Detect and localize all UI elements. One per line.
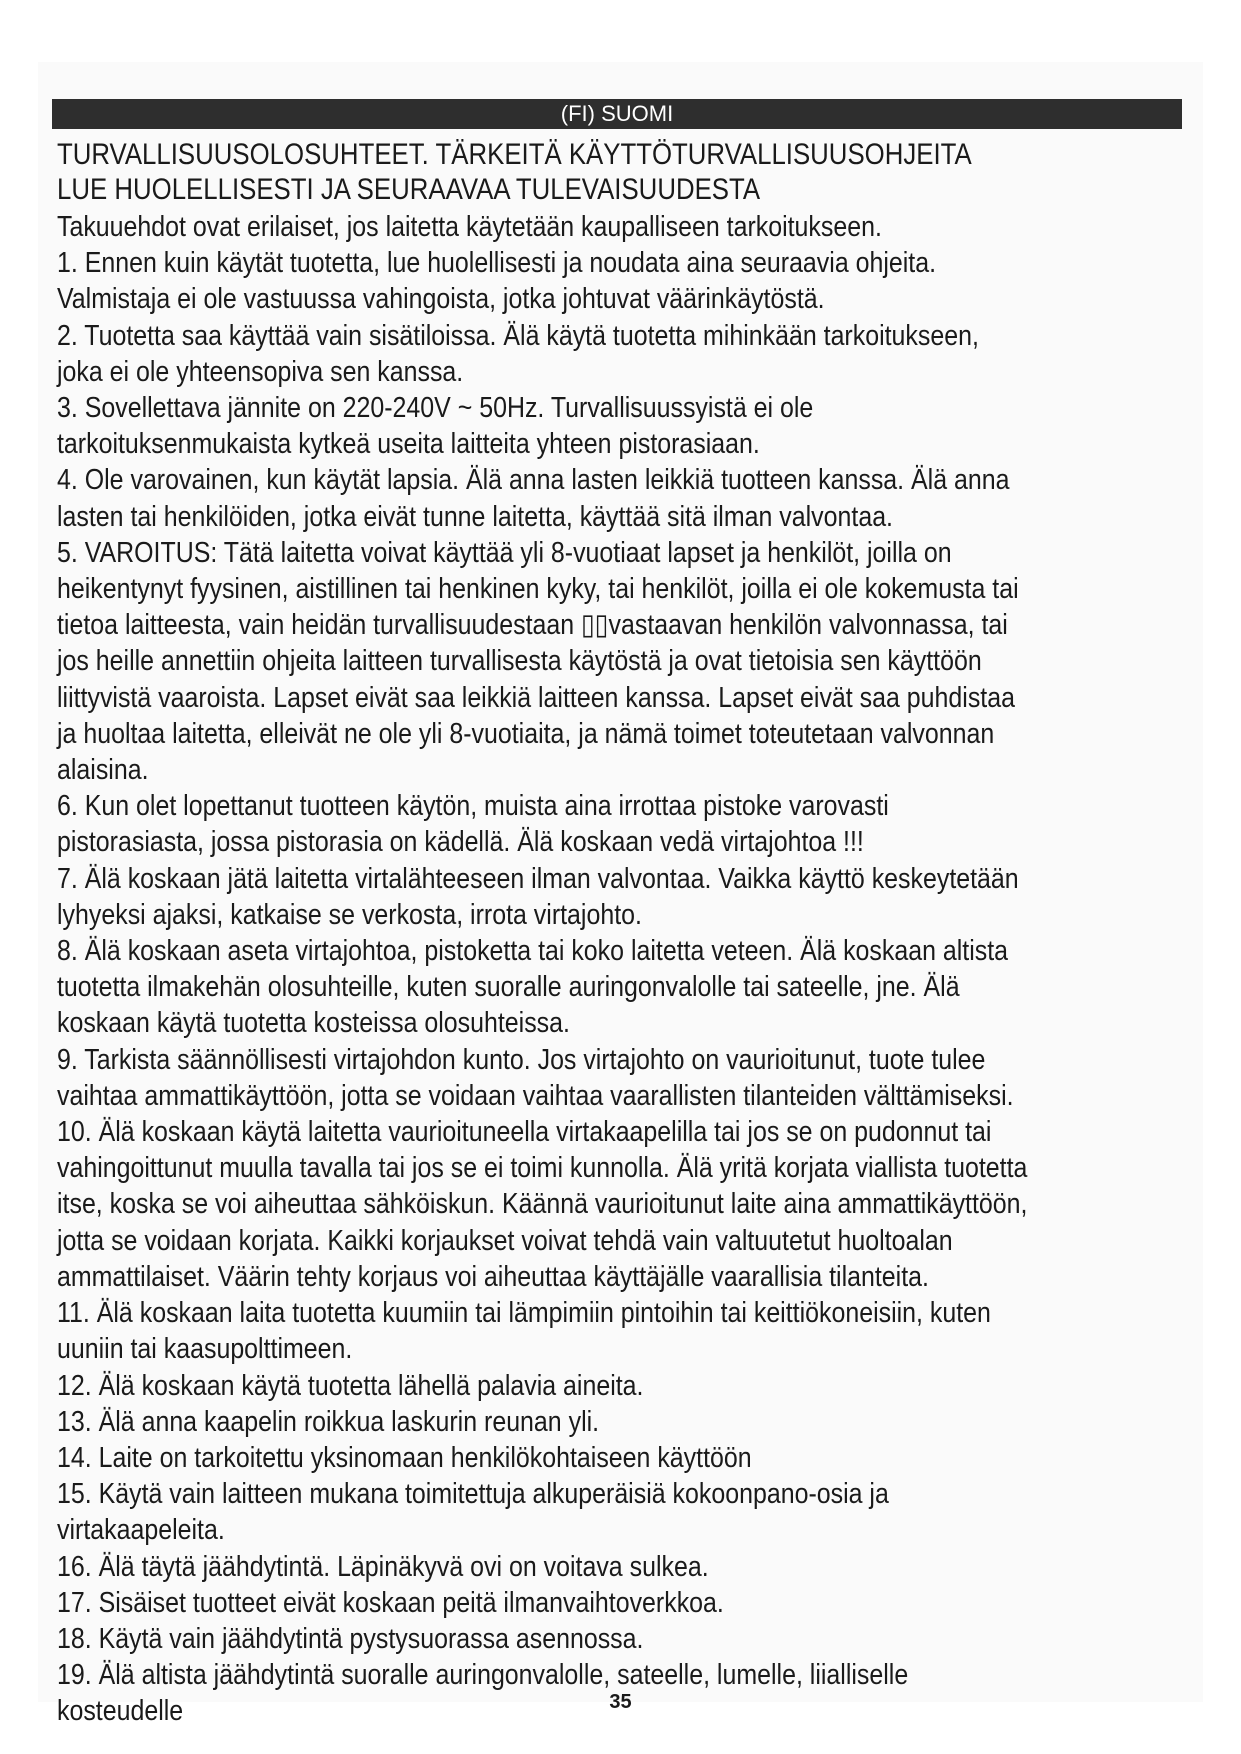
page-number: 35 [609, 1691, 632, 1713]
safety-item-13: 13. Älä anna kaapelin roikkua laskurin reunan yli. [57, 1405, 600, 1438]
safety-item-1: 1. Ennen kuin käytät tuotetta, lue huolellisesti ja noudata aina seuraavia ohjeita. Valmistaja ei ole vastuussa vahingoista, jotka johtuvat väärinkäytöstä. [57, 247, 937, 316]
safety-item-15: 15. Käytä vain laitteen mukana toimitettuja alkuperäisiä kokoonpano-osia ja virtakaapeleita. [57, 1478, 889, 1547]
safety-item-19: 19. Älä altista jäähdytintä suoralle auringonvalolle, sateelle, lumelle, liialliselle kosteudelle [57, 1659, 909, 1728]
intro-text: Takuuehdot ovat erilaiset, jos laitetta käytetään kaupalliseen tarkoitukseen. [57, 211, 882, 243]
safety-item-8: 8. Älä koskaan aseta virtajohtoa, pistoketta tai koko laitetta veteen. Älä koskaan altista tuotetta ilmakehän olosuhteille, kuten suoralle auringonvalolle tai sateelle, jne. Älä koskaan käytä tuotetta kosteissa olosuhteissa. [57, 935, 1009, 1040]
safety-item-6: 6. Kun olet lopettanut tuotteen käytön, muista aina irrottaa pistoke varovasti pistorasiasta, jossa pistorasia on kädellä. Älä koskaan vedä virtajohtoa !!! [57, 790, 889, 859]
document-body [57, 137, 1029, 1730]
safety-item-14: 14. Laite on tarkoitettu yksinomaan henkilökohtaiseen käyttöön [57, 1441, 752, 1474]
safety-item-17: 17. Sisäiset tuotteet eivät koskaan peitä ilmanvaihtoverkkoa. [57, 1586, 724, 1619]
safety-item-7: 7. Älä koskaan jätä laitetta virtalähteeseen ilman valvontaa. Vaikka käyttö keskeytetään lyhyeksi ajaksi, katkaise se verkosta, irrota virtajohto. [57, 862, 1019, 931]
safety-item-3: 3. Sovellettava jännite on 220-240V ~ 50Hz. Turvallisuussyistä ei ole tarkoituksenmukaista kytkeä useita laitteita yhteen pistorasiaan. [57, 392, 814, 461]
safety-item-2: 2. Tuotetta saa käyttää vain sisätiloissa. Älä käytä tuotetta mihinkään tarkoitukseen, joka ei ole yhteensopiva sen kanssa. [57, 319, 979, 388]
safety-item-5: 5. VAROITUS: Tätä laitetta voivat käyttää yli 8-vuotiaat lapset ja henkilöt, joilla on heikentynyt fyysinen, aistillinen tai henkinen kyky, tai henkilöt, joilla ei ole kokemusta tai tietoa laitteesta, vain heidän turvallisuudestaan ▯▯vastaavan henkilön valvonnassa, tai jos heille annettiin ohjeita laitteen turvallisesta käytöstä ja ovat tietoisia sen käyttöön liittyvistä vaaroista. Lapset eivät saa leikkiä laitteen kanssa. Lapset eivät saa puhdistaa ja huoltaa laitetta, elleivät ne ole yli 8-vuotiaita, ja nämä toimet toteutetaan valvonnan alaisina. [57, 536, 1019, 787]
safety-item-9: 9. Tarkista säännöllisesti virtajohdon kunto. Jos virtajohto on vaurioitunut, tuote tulee vaihtaa ammattikäyttöön, jotta se voidaan vaihtaa vaarallisten tilanteiden välttämiseksi. [57, 1043, 1014, 1112]
safety-item-12: 12. Älä koskaan käytä tuotetta lähellä palavia aineita. [57, 1369, 644, 1402]
safety-item-16: 16. Älä täytä jäähdytintä. Läpinäkyvä ovi on voitava sulkea. [57, 1550, 709, 1583]
language-header-bar [52, 99, 1182, 129]
safety-item-18: 18. Käytä vain jäähdytintä pystysuorassa asennossa. [57, 1622, 644, 1655]
safety-item-11: 11. Älä koskaan laita tuotetta kuumiin tai lämpimiin pintoihin tai keittiökoneisiin, kuten uuniin tai kaasupolttimeen. [57, 1297, 991, 1366]
language-label: (FI) SUOMI [560, 101, 674, 126]
heading-line-2: LUE HUOLELLISESTI JA SEURAAVAA TULEVAISUUDESTA [57, 173, 761, 206]
safety-item-10: 10. Älä koskaan käytä laitetta vaurioituneella virtakaapelilla tai jos se on pudonnut tai vahingoittunut muulla tavalla tai jos se ei toimi kunnolla. Älä yritä korjata viallista tuotetta itse, koska se voi aiheuttaa sähköiskun. Käännä vaurioitunut laite aina ammattikäyttöön, jotta se voidaan korjata. Kaikki korjaukset voivat tehdä vain valtuutetut huoltoalan ammattilaiset. Väärin tehty korjaus voi aiheuttaa käyttäjälle vaarallisia tilanteita. [57, 1116, 1028, 1293]
safety-item-4: 4. Ole varovainen, kun käytät lapsia. Älä anna lasten leikkiä tuotteen kanssa. Älä anna lasten tai henkilöiden, jotka eivät tunne laitetta, käyttää sitä ilman valvontaa. [57, 464, 1010, 533]
heading-line-1: TURVALLISUUSOLOSUHTEET. TÄRKEITÄ KÄYTTÖTURVALLISUUSOHJEITA [57, 138, 972, 171]
